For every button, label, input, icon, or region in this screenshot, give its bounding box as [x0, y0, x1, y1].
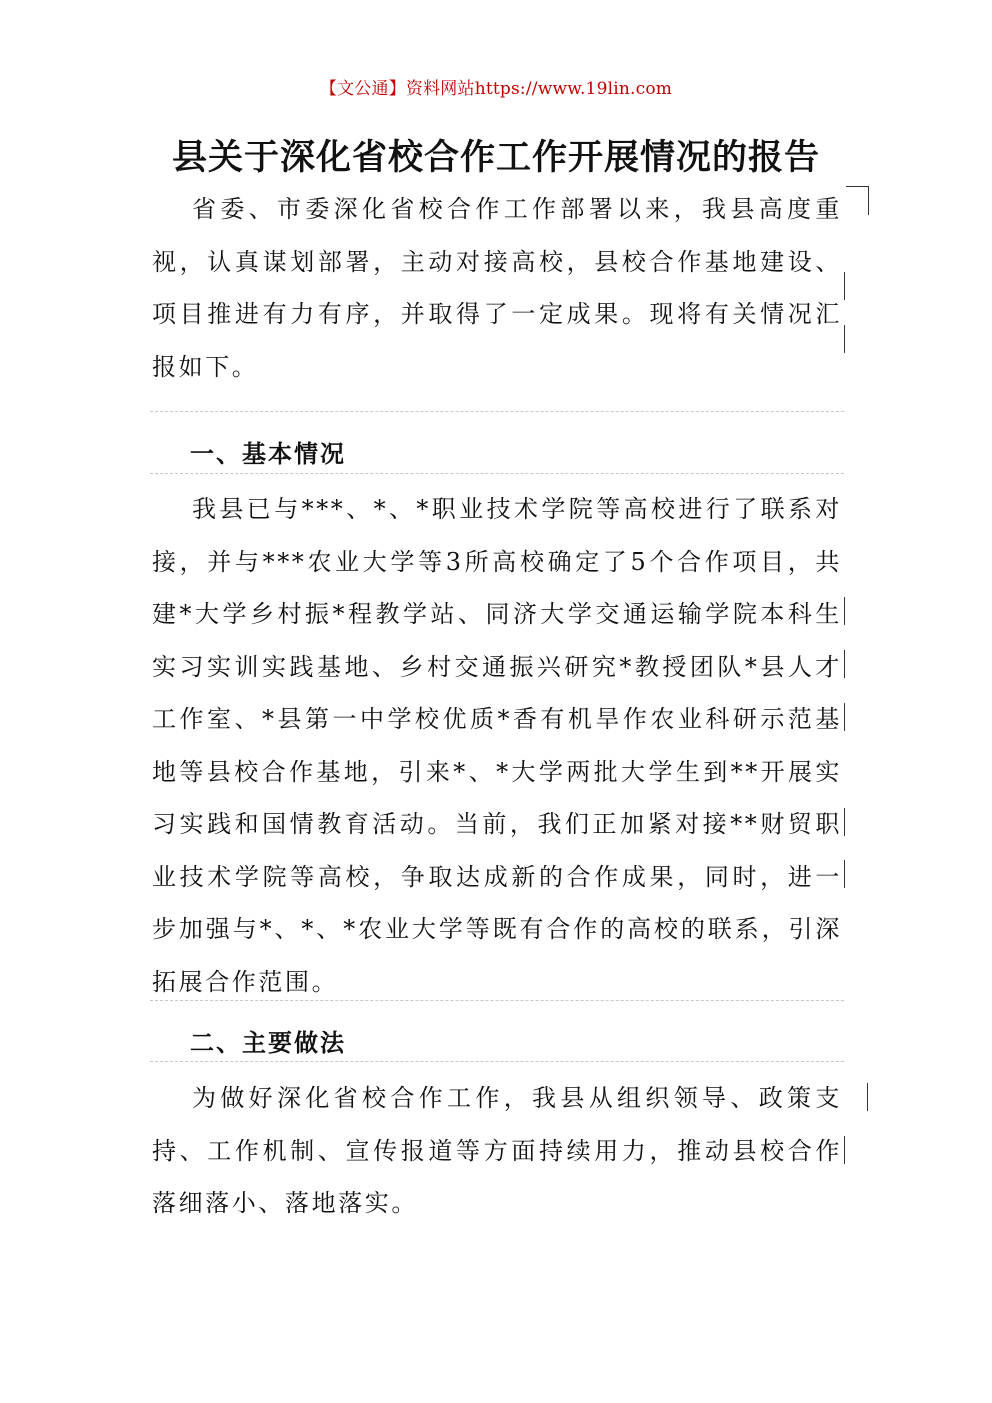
paragraph-separator	[150, 473, 844, 474]
margin-boundary-mark	[844, 650, 845, 678]
margin-boundary-mark	[844, 597, 845, 625]
section-heading-basic-situation: 一、基本情况	[190, 439, 346, 468]
margin-boundary-mark	[844, 703, 845, 731]
margin-boundary-mark	[844, 1136, 845, 1164]
source-header-link[interactable]: 【文公通】资料网站https://www.19lin.com	[319, 79, 673, 99]
section1-paragraph: 我县已与***、*、*职业技术学院等高校进行了联系对接，并与***农业大学等3所高校确定了5个合作项目，共建*大学乡村振*程教学站、同济大学交通运输学院本科生实习实训实践基地、乡村交通振兴研究*教授团队*县人才工作室、*县第一中学校优质*香有机旱作农业科研示范基地等县校合作基地，引来*、*大学两批大学生到**开展实习实践和国情教育活动。当前，我们正加紧对接**财贸职业技术学院等高校，争取达成新的合作成果，同时，进一步加强与*、*、*农业大学等既有合作的高校的联系，引深拓展合作范围。	[152, 495, 842, 996]
intro-paragraph: 省委、市委深化省校合作工作部署以来，我县高度重视，认真谋划部署，主动对接高校，县校合作基地建设、项目推进有力有序，并取得了一定成果。现将有关情况汇报如下。	[152, 195, 842, 381]
margin-boundary-mark	[844, 860, 845, 888]
section2-paragraph: 为做好深化省校合作工作，我县从组织领导、政策支持、工作机制、宣传报道等方面持续用力，推动县校合作落细落小、落地落实。	[152, 1084, 842, 1217]
paragraph-separator	[150, 411, 844, 412]
paragraph-separator	[150, 1061, 844, 1062]
margin-boundary-mark	[844, 272, 845, 300]
margin-boundary-mark	[844, 325, 845, 353]
document-title: 县关于深化省校合作工作开展情况的报告	[171, 137, 820, 178]
paragraph-separator	[150, 1000, 844, 1001]
text-boundary-corner-mark	[846, 186, 869, 215]
section-heading-main-practices: 二、主要做法	[190, 1028, 346, 1057]
margin-boundary-mark	[844, 808, 845, 836]
text-boundary-corner-mark	[867, 1083, 868, 1111]
